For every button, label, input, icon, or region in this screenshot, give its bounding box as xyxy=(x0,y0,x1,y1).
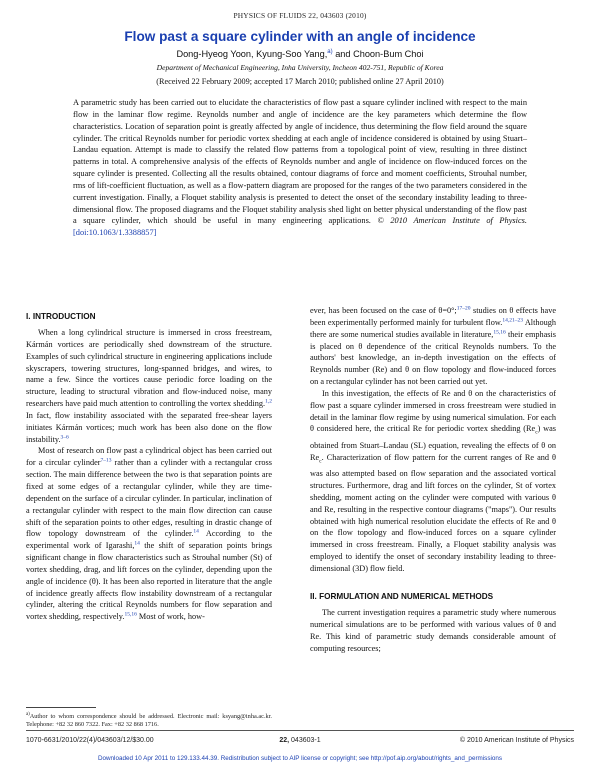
authors-text: Dong-Hyeog Yoon, Kyung-Soo Yang, xyxy=(176,49,328,60)
running-head: PHYSICS OF FLUIDS 22, 043603 (2010) xyxy=(233,11,367,20)
left-column xyxy=(26,327,272,623)
footnote-divider xyxy=(26,707,96,708)
article-title: Flow past a square cylinder with an angle of incidence xyxy=(124,29,476,44)
author-list xyxy=(0,49,600,59)
reference-link[interactable]: 1,2 xyxy=(265,398,272,405)
reference-link[interactable]: 14 xyxy=(193,528,199,535)
section-heading-introduction: I. INTRODUCTION xyxy=(26,312,96,321)
abstract-text: A parametric study has been carried out to elucidate the characteristics of flow past a square cylinder inclined with respect to the main flow in the laminar flow regime. Reynolds number and angle of incidence are the key parameters which determine the flow characteristics. Location of separation point is greatly affected by angle of incidence, thus determining the flow field around the square cylinder. The critical Reynolds number for periodic vortex shedding at each angle of incidence considered is obtained by using Stuart–Landau equation. Attempt is made to classify the related flow patterns from a topological point of view, resulting in three distinct patterns in total. A comprehensive analysis of the effects of Reynolds number and angle of incidence on flow-induced forces on the square cylinder is presented. Collecting all the results obtained, contour diagrams of force and moment coefficients, Strouhal number, rms of lift-coefficient fluctuation, as well as a flow-pattern diagram are proposed for the ranges of the two parameters considered in the current investigation. Finally, a Floquet stability analysis is presented to detect the onset of the secondary instability leading to three-dimensional flow. The proposed diagrams and the Floquet stability analysis shed light on better physical understanding of the flow past a square cylinder, which should be useful in many engineering applications. xyxy=(73,98,527,226)
paragraph: When a long cylindrical structure is immersed in cross freestream, Kármán vortices are periodically shed downstream of the structure. Examples of such cylindrical structure in engineering applications include skyscrapers, towering structures, long-spanned bridges, and wires, to name a few. Since the vortices cause periodic force loading on the structure, leading to structural vibration and flow-induced noise, many researchers have paid much attention to controlling the vortex shedding.$^{1,2}$ In fact, flow instability associated with the separated free-shear layers initiates Kármán vortices; much work has been also done on the flow instability.$^{3-6}$ xyxy=(26,328,272,444)
paragraph: In this investigation, the effects of Re and θ on the characteristics of flow past a square cylinder immersed in cross freestream were studied in detail in the laminar flow regime by using numerical simulation. For each θ considered here, the critical Re for periodic vortex shedding $(Re_c)$ was obtained from Stuart–Landau (SL) equation, revealing the effects of θ on $Re_c$. Characterization of flow pattern for the current ranges of Re and θ was also attempted based on flow separation and the associated vortical structures. Furthermore, drag and lift forces on the cylinder, St of vortex shedding, moment acting on the cylinder were computed with various θ and Re, resulting in the respective contour diagrams ("maps"). Our results obtained with high numerical resolution elucidate the effects of Re and θ on the flow topology and flow-induced forces on a square cylinder immersed in cross freestream. Finally, a Floquet stability analysis was employed to identify the onset of secondary instability leading to three-dimensional (3D) flow field. xyxy=(310,388,556,573)
right-column-methods xyxy=(310,607,556,654)
publication-dates: (Received 22 February 2009; accepted 17 March 2010; published online 27 April 2010) xyxy=(156,77,444,86)
reference-link[interactable]: 7–13 xyxy=(100,457,112,464)
section-heading-methods: II. FORMULATION AND NUMERICAL METHODS xyxy=(310,592,494,601)
footer-page-number: 22, 043603-1 xyxy=(279,737,321,744)
abstract xyxy=(73,97,527,239)
footer-issn: 1070-6631/2010/22(4)/043603/12/$30.00 xyxy=(26,737,154,744)
reference-link[interactable]: 14 xyxy=(134,540,140,547)
abstract-copyright: © 2010 American Institute of Physics. xyxy=(377,216,527,226)
authors-tail: and Choon-Bum Choi xyxy=(332,49,424,60)
footer-copyright: © 2010 American Institute of Physics xyxy=(459,737,574,744)
paragraph: Most of research on flow past a cylindrical object has been carried out for a circular cylinder$^{7-13}$ rather than a cylinder with a rectangular cross section. The main difference between the two is that separation points are fixed at some edges of a rectangular cylinder, while they are time-dependent on the surface of a circular cylinder. In particular, inclination of a rectangular cylinder with respect to the main flow direction can cause shift of the separation points to other edges, resulting in drastic change of flow topology downstream of the cylinder.$^{14}$ According to the experimental work of Igarashi,$^{14}$ the shift of separation points brings significant change in flow characteristics such as Strouhal number (St) of vortex shedding, drag, and lift forces on the cylinder, depending upon the angle of incidence (θ). It has been also reported in literature that the angle of incidence greatly affects flow instability downstream of a rectangular cylinder, altering the critical Reynolds numbers for flow separation and vortex shedding, respectively.$^{15,16}$ Most of work, how- xyxy=(26,446,272,622)
reference-link[interactable]: 17–20 xyxy=(456,305,471,312)
footnote-marker: a) xyxy=(26,712,30,717)
reference-link[interactable]: 14,21–23 xyxy=(502,317,523,324)
affiliation: Department of Mechanical Engineering, Inha University, Incheon 402-751, Republic of Korea xyxy=(156,63,444,72)
footnote-text: Author to whom correspondence should be addressed. Electronic mail: ksyang@inha.ac.kr. Telephone: +82 32 860 7322. Fax: +82 32 868 1716. xyxy=(26,713,272,729)
footnote xyxy=(26,711,272,730)
doi-link[interactable]: [doi:10.1063/1.3388857] xyxy=(73,228,157,238)
reference-link[interactable]: 15,16 xyxy=(493,328,506,335)
paragraph: The current investigation requires a parametric study where numerous numerical simulations are to be performed with various values of θ and Re. This kind of parametric study demands considerable amount of computing resources; xyxy=(310,608,556,653)
reference-link[interactable]: 15,16 xyxy=(124,611,137,618)
paragraph: ever, has been focused on the case of θ=0°;$^{17-20}$ studies on θ effects have been experimentally performed mainly for turbulent flow.$^{14,21-23}$ Although there are some numerical studies available in literature,$^{15,16}$ their emphasis is placed on θ dependence of the critical Reynolds numbers. To the authors' best knowledge, an in-depth investigation on the effects of Reynolds number (Re) and θ on flow topology and flow-induced forces on a rectangular cylinder has not been carried out yet. xyxy=(310,305,556,387)
right-column xyxy=(310,305,556,575)
footer-divider xyxy=(26,730,574,731)
download-banner[interactable]: Downloaded 10 Apr 2011 to 129.133.44.39. Redistribution subject to AIP license or copyright; see http://pof.aip.org/about/rights_and_permissions xyxy=(97,755,503,762)
reference-link[interactable]: 3–6 xyxy=(60,433,69,440)
author-footnote-marker[interactable]: a) xyxy=(327,49,333,55)
